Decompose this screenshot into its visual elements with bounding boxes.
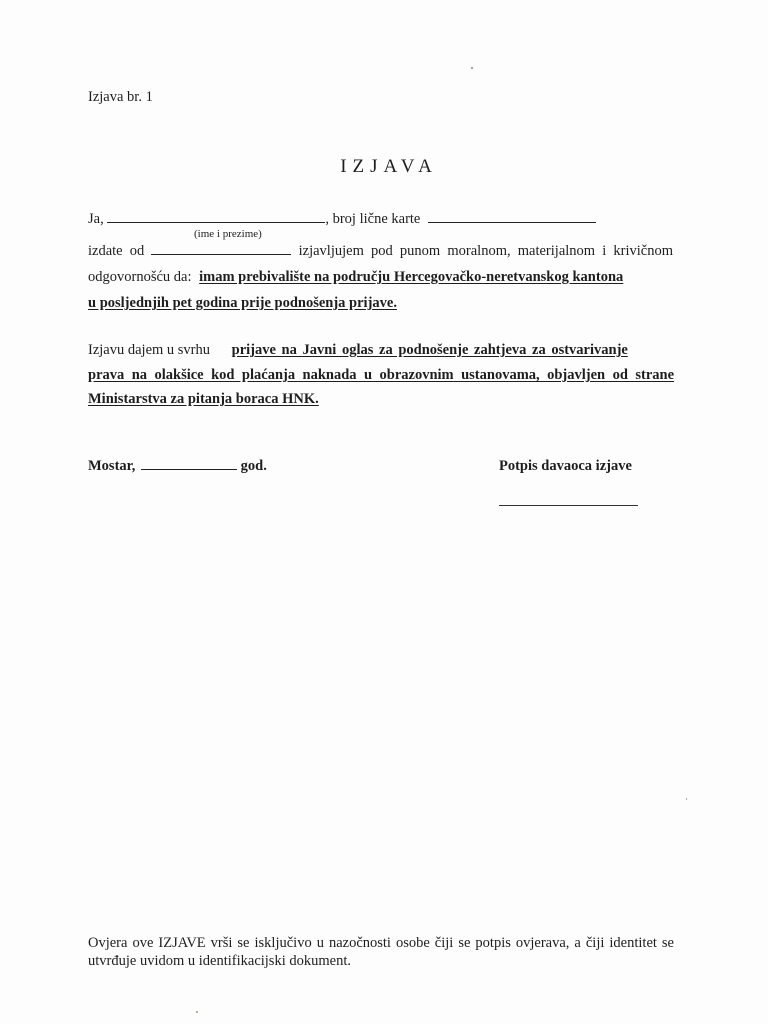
residence-line-2: u posljednjih pet godina prije podnošenja prijave.	[88, 295, 397, 311]
year-label: god.	[240, 458, 267, 474]
signer-label: Potpis davaoca izjave	[499, 458, 632, 474]
purpose-text-3: Ministarstva za pitanja boraca HNK.	[88, 391, 319, 407]
place-label: Mostar,	[88, 458, 136, 474]
issued-by-label: izdate od	[88, 243, 145, 259]
purpose-line-1	[88, 341, 674, 359]
issued-by-field[interactable]	[151, 242, 291, 255]
statement-text: izjavljujem pod punom moralnom, materijalnom i krivičnom	[298, 243, 674, 259]
place-date-line	[88, 457, 267, 475]
scan-speck	[471, 67, 473, 69]
declarant-line	[88, 210, 596, 228]
purpose-text-2: prava na olakšice kod plaćanja naknada u obrazovnim ustanovama, objavljen od strane	[88, 367, 674, 383]
certification-note: Ovjera ove IZJAVE vrši se isključivo u nazočnosti osobe čiji se potpis ovjerava, a čiji identitet se utvrđuje uvidom u identifikacijski dokument.	[88, 935, 674, 969]
id-card-number-field[interactable]	[428, 210, 596, 223]
signature-line[interactable]	[499, 505, 638, 506]
purpose-text-1: prijave na Javni oglas za podnošenje zahtjeva za ostvarivanje	[231, 342, 628, 358]
ja-label: Ja,	[88, 211, 104, 227]
name-hint: (ime i prezime)	[194, 228, 262, 240]
issued-by-line	[88, 242, 673, 260]
date-field[interactable]	[141, 457, 237, 470]
purpose-intro: Izjavu dajem u svrhu	[88, 342, 211, 358]
responsibility-label: odgovornošću da:	[88, 269, 192, 285]
id-card-label: , broj lične karte	[325, 211, 421, 227]
document-number: Izjava br. 1	[88, 89, 153, 105]
name-field[interactable]	[107, 210, 325, 223]
scan-speck	[196, 1011, 198, 1013]
document-title: IZJAVA	[340, 156, 438, 177]
residence-line-1: imam prebivalište na području Hercegovačko-neretvanskog kantona	[199, 269, 624, 285]
responsibility-line	[88, 268, 674, 286]
scan-speck	[686, 798, 687, 800]
